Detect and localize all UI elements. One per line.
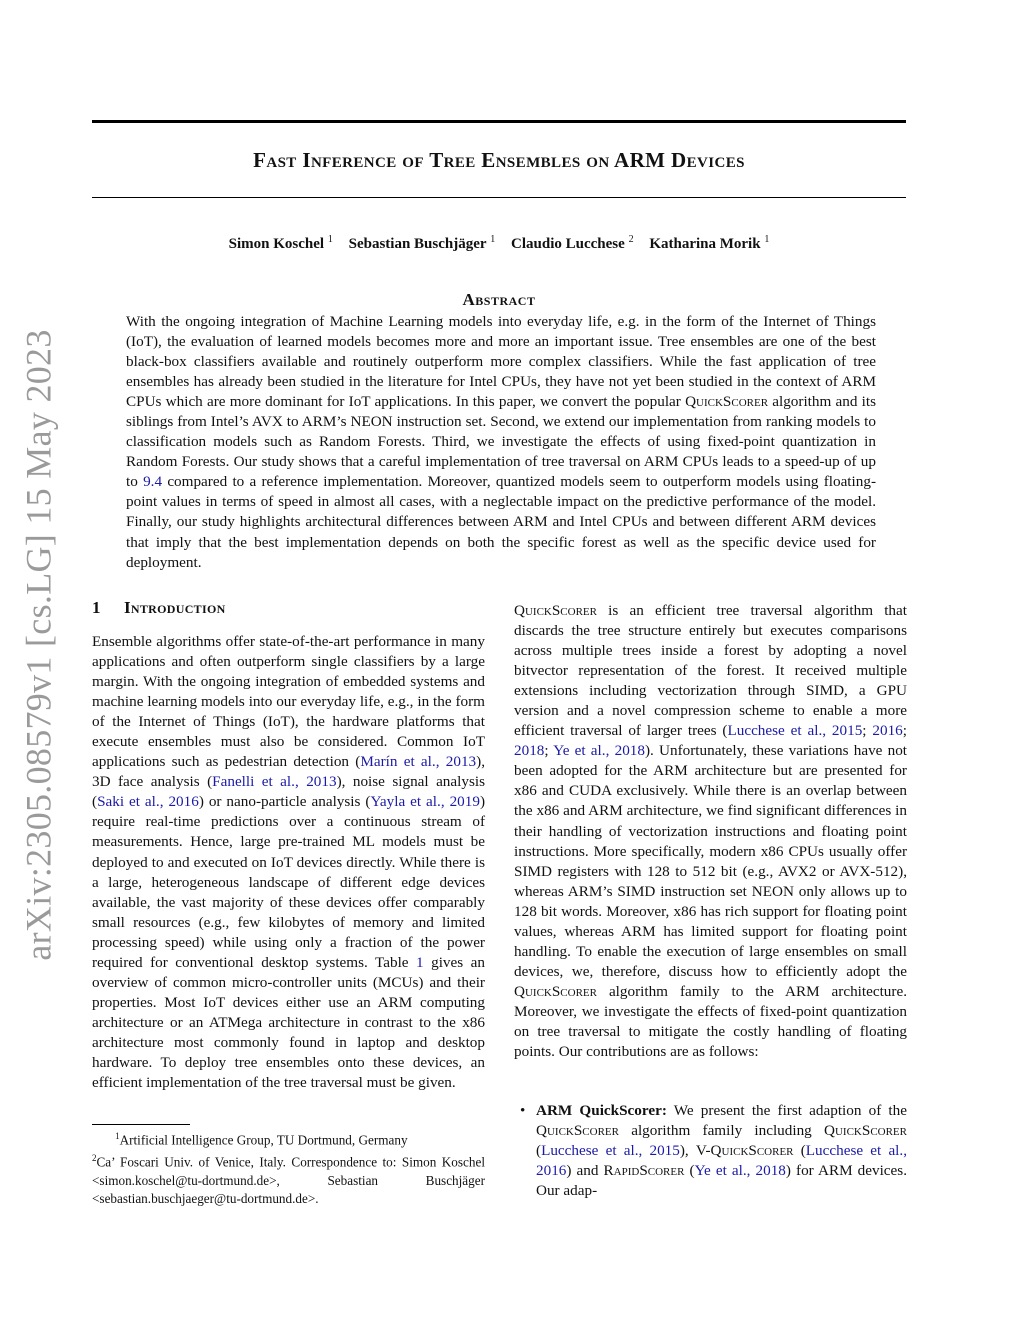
author-affiliation: 1 (327, 234, 333, 245)
bullet-marker: • (520, 1102, 526, 1119)
paper-title: Fast Inference of Tree Ensembles on ARM Devices (253, 148, 745, 172)
table-ref-link[interactable]: 1 (416, 953, 424, 971)
footnote-2: $^2$Ca’ Foscari Univ. of Venice, Italy. Correspondence to: Simon Koschel <simon.koschel@tu-dortmund.de>, Sebastian Buschjäger <sebastian.buschjaeger@tu-dortmund.de>. (92, 1153, 485, 1206)
author-name: Katharina Morik (649, 236, 761, 252)
citation-link[interactable]: 2016 (872, 722, 903, 740)
author-affiliation: 2 (628, 234, 634, 245)
intro-left-column: Ensemble algorithms offer state-of-the-art performance in many applications and often outperform single classifiers by a large margin. With the ongoing integration of embedded systems and machine learning models into our everyday life, e.g., in the form of the Internet of Things (IoT), the hardware platforms that execute ensembles must also be considered. Common IoT applications such as pedestrian detection (Marín et al., 2013), 3D face analysis (Fanelli et al., 2013), noise signal analysis (Saki et al., 2016) or nano-particle analysis (Yayla et al., 2019) require real-time predictions over a continuous stream of measurements. Hence, large pre-trained ML models must be deployed to and executed on IoT devices directly. While there is a large, heterogeneous landscape of different edge devices available, the vast majority of these devices offer comparably small resources (e.g., few kilobytes of memory and limited processing speed) while using only a fraction of the power required for conventional desktop systems. Table 1 gives an overview of common micro-controller units (MCUs) and their properties. Most IoT devices either use an ARM computing architecture or an ATMega architecture in contrast to the x86 architecture most commonly found in laptop and desktop hardware. To deploy tree ensembles onto these devices, an efficient implementation of the tree traversal must be given. (92, 633, 486, 1092)
citation-link[interactable]: Lucchese et al., 2015 (727, 722, 863, 740)
author-name: Simon Koschel (228, 236, 325, 252)
citation-link[interactable]: Ye et al., 2018 (694, 1162, 786, 1180)
author-name: Sebastian Buschjäger (348, 236, 487, 252)
citation-link[interactable]: Lucchese et al., 2016 (536, 1142, 907, 1180)
title-rule-top (92, 120, 906, 123)
algorithm-name: QuickScorer (514, 602, 597, 619)
title-rule-bottom (92, 197, 906, 198)
algorithm-name: QuickScorer (514, 982, 597, 1000)
footnote-1: $^1$Artificial Intelligence Group, TU Dortmund, Germany (115, 1131, 408, 1148)
arxiv-stamp (14, 329, 64, 961)
citation-link[interactable]: Ye et al., 2018 (553, 742, 645, 760)
section-heading (92, 598, 492, 618)
abstract-text: With the ongoing integration of Machine Learning models into everyday life, e.g. in the form of the Internet of Things (IoT), the evaluation of learned models becomes more and more an important issue. Tree ensembles are one of the best black-box classifiers available and routinely outperform more complex classifiers. While the fast application of tree ensembles has already been studied in the literature for Intel CPUs, they have not yet been studied in the context of ARM CPUs which are more dominant for IoT applications. In this paper, we convert the popular QuickScorer algorithm and its siblings from Intel’s AVX to ARM’s NEON instruction set. Second, we extend our implementation from ranking models to classification models such as Random Forests. Third, we investigate the effects of using fixed-point quantization in Random Forests. Our study shows that a careful implementation of tree traversal on ARM CPUs leads to a speed-up of up to 9.4 compared to a reference implementation. Moreover, quantized models seem to outperform models using floating-point values in terms of speed in almost all cases, with a neglectable impact on the predictive performance of the model. Finally, our study highlights architectural differences between ARM and Intel CPUs and between different ARM devices that imply that the best implementation depends on both the specific forest as well as the specific device used for deployment. (126, 313, 876, 571)
citation-link[interactable]: Saki et al., 2016 (97, 793, 199, 811)
citation-link[interactable]: 2018 (514, 742, 545, 760)
section-number: 1 (92, 598, 101, 617)
author-list (92, 234, 906, 253)
citation-link[interactable]: Lucchese et al., 2015 (541, 1142, 680, 1160)
author-affiliation: 1 (764, 234, 770, 245)
footnotes (92, 1127, 485, 1208)
algorithm-name: QuickScorer (685, 393, 769, 411)
citation-link[interactable]: Fanelli et al., 2013 (212, 773, 337, 791)
intro-right-column: QuickScorer is an efficient tree traversal algorithm that discards the tree structure entirely but executes comparisons across multiple trees inside a forest by adopting a novel bitvector representation of the forest. It received multiple extensions including vectorization through SIMD, a GPU version and a novel compression scheme to enable a more efficient traversal of larger trees (Lucchese et al., 2015; 2016; 2018; Ye et al., 2018). Unfortunately, these variations have not been adopted for the ARM architecture but are presented for x86 and CUDA exclusively. While there is an overlap between the x86 and ARM architecture, we find significant differences in their handling of vectorization instructions and floating point instructions. More specifically, modern x86 CPUs usually offer SIMD registers with 128 to 512 bit (e.g., AVX2 or AVX-512), whereas ARM’s SIMD instruction set NEON only allows up to 128 bit words. Moreover, x86 has rich support for floating point values, whereas ARM has limited support for floating point handling. To enable the execution of large ensembles on small devices, we, therefore, discuss how to efficiently adopt the QuickScorer algorithm family to the ARM architecture. Moreover, we investigate the effects of fixed-point quantization on tree traversal to mitigate the costly handling of floating points. Our contributions are as follows: (514, 602, 908, 1061)
arxiv-id: arXiv:2305.08579v1 [cs.LG] 15 May 2023 (19, 329, 59, 961)
footnote-rule (92, 1124, 190, 1125)
contribution-bullet: • ARM QuickScorer: We present the first adaption of the QuickScorer algorithm family including QuickScorer (Lucchese et al., 2015), V-QuickScorer (Lucchese et al., 2016) and RapidScorer (Ye et al., 2018) for ARM devices. Our adap- (520, 1102, 907, 1200)
section-title: Introduction (124, 598, 226, 617)
citation-link[interactable]: Marín et al., 2013 (360, 753, 477, 771)
author-affiliation: 1 (490, 234, 496, 245)
abstract-heading: Abstract (462, 290, 536, 309)
author-name: Claudio Lucchese (511, 236, 625, 252)
citation-link[interactable]: Yayla et al., 2019 (370, 793, 480, 811)
speedup-value: 9.4 (143, 473, 163, 491)
bullet-label: ARM QuickScorer: (536, 1102, 667, 1119)
